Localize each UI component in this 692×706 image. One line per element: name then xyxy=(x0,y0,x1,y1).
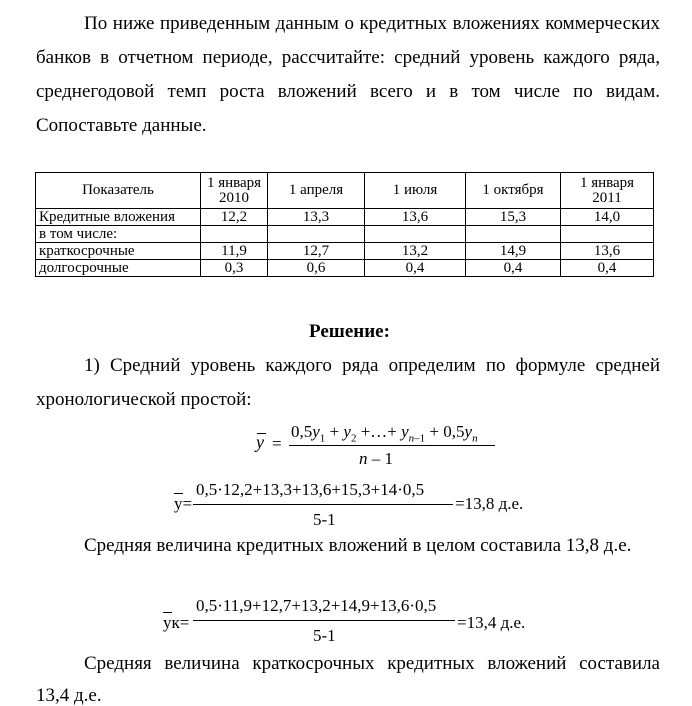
table-cell: 0,6 xyxy=(268,260,365,277)
table-cell: 14,9 xyxy=(466,243,561,260)
table-cell xyxy=(201,226,268,243)
table-cell: 13,6 xyxy=(561,243,654,260)
formula-total-lhs: y= xyxy=(174,494,193,513)
formula-short-result: =13,4 д.е. xyxy=(457,613,526,632)
intro-line-2: банков в отчетном периоде, рассчитайте: средний уровень каждого ряда, xyxy=(36,47,660,68)
table-cell: 0,3 xyxy=(201,260,268,277)
table-header-cell: Показатель xyxy=(36,173,201,209)
formula-general-numerator: $0,5y_1 + y_2$ +…+ $y_{n-1} + 0,5y_n$ xyxy=(291,422,478,445)
table-cell: 0,4 xyxy=(365,260,466,277)
table-cell: 11,9 xyxy=(201,243,268,260)
table-row xyxy=(36,226,654,243)
table-cell: 12,2 xyxy=(201,209,268,226)
table-cell xyxy=(365,226,466,243)
credit-table xyxy=(35,172,654,277)
table-cell xyxy=(466,226,561,243)
table-cell xyxy=(268,226,365,243)
table-header-cell: 1 октября xyxy=(466,173,561,209)
formula-total-denominator: 5-1 xyxy=(313,510,336,529)
table-cell: 14,0 xyxy=(561,209,654,226)
intro-line-4: Сопоставьте данные. xyxy=(36,115,207,136)
table-cell: 13,3 xyxy=(268,209,365,226)
table-cell: 0,4 xyxy=(466,260,561,277)
table-cell xyxy=(561,226,654,243)
table-cell: 12,7 xyxy=(268,243,365,260)
intro-line-1: По ниже приведенным данным о кредитных вложениях коммерческих xyxy=(84,13,660,34)
table-cell: в том числе: xyxy=(36,226,201,243)
formula-general-eq: = xyxy=(272,434,282,453)
fraction-line xyxy=(193,504,453,505)
table-header-cell: 1 апреля xyxy=(268,173,365,209)
table-row xyxy=(36,260,654,277)
table-header-cell: 1 января 2010 xyxy=(201,173,268,209)
table-row xyxy=(36,209,654,226)
formula-short-lhs: yк= xyxy=(163,613,190,632)
table-header-row xyxy=(36,173,654,209)
formula-general-denominator: n – 1 xyxy=(359,449,393,468)
conclusion-short-line-1: Средняя величина краткосрочных кредитных вложений составила xyxy=(84,653,660,674)
formula-short-numerator: 0,5·11,9+12,7+13,2+14,9+13,6·0,5 xyxy=(196,596,437,615)
table-cell: 13,2 xyxy=(365,243,466,260)
table-cell: 13,6 xyxy=(365,209,466,226)
step1-line-1: 1) Средний уровень каждого ряда определим по формуле средней xyxy=(84,355,660,376)
conclusion-total: Средняя величина кредитных вложений в целом составила 13,8 д.е. xyxy=(84,535,632,556)
table-header-cell: 1 июля xyxy=(365,173,466,209)
solution-heading: Решение: xyxy=(309,321,390,342)
table-cell: краткосрочные xyxy=(36,243,201,260)
conclusion-short-line-2: 13,4 д.е. xyxy=(36,685,102,706)
table-header-cell: 1 января 2011 xyxy=(561,173,654,209)
formula-total-numerator: 0,5·12,2+13,3+13,6+15,3+14·0,5 xyxy=(196,480,425,499)
table-cell: Кредитные вложения xyxy=(36,209,201,226)
formula-short-denominator: 5-1 xyxy=(313,626,336,645)
intro-line-3: среднегодовой темп роста вложений всего и в том числе по видам. xyxy=(36,81,660,102)
table-row xyxy=(36,243,654,260)
step1-line-2: хронологической простой: xyxy=(36,389,252,410)
table-cell: 15,3 xyxy=(466,209,561,226)
table-cell: долгосрочные xyxy=(36,260,201,277)
table-cell: 0,4 xyxy=(561,260,654,277)
fraction-line xyxy=(193,620,455,621)
formula-general-lhs: y xyxy=(256,432,264,452)
fraction-line xyxy=(289,445,495,446)
formula-total-result: =13,8 д.е. xyxy=(455,494,524,513)
